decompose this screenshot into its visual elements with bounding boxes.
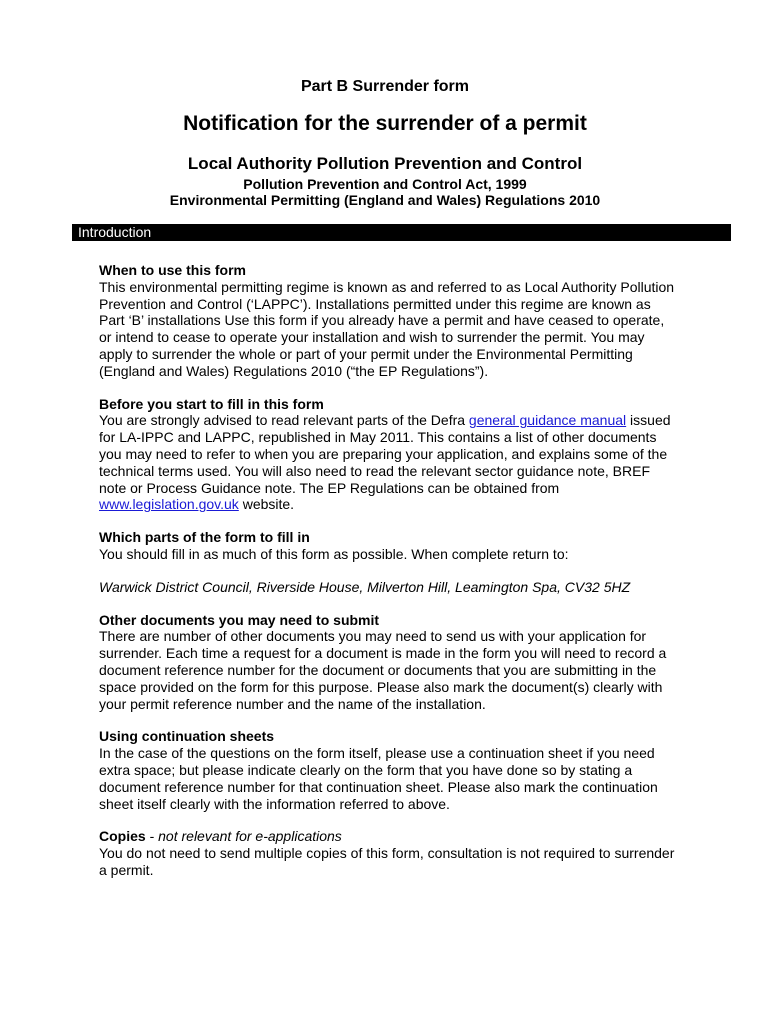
section-heading: Copies <box>99 828 146 845</box>
section-bar-introduction: Introduction <box>72 224 731 241</box>
copies-note: not relevant for e-applications <box>158 828 342 845</box>
section-body: This environmental permitting regime is known as and referred to as Local Authority Pollution Prevention and Control (‘LAPPC’). Installations permitted under this regime are known as Part ‘B’ installations Use this form if you already have a permit and have ceased to operate, or intend to cease to operate your installation and wish to surrender the permit. You may apply to surrender the whole or part of your permit under the Environmental Permitting (England and Wales) Regulations 2010 (“the EP Regulations”). <box>99 278 675 379</box>
legislation-website-link[interactable]: www.legislation.gov.uk <box>99 496 239 513</box>
regulations-heading: Environmental Permitting (England and Wales) Regulations 2010 <box>169 192 601 208</box>
page-title: Notification for the surrender of a permit <box>183 112 587 135</box>
body-text: issued for LA-IPPC and LAPPC, republished in May 2011. This contains a list of other documents you may need to refer to when you are preparing your application, and explains some of the technical terms used. You will also need to read the relevant sector guidance note, BREF note or Process Guidance note. The EP Regulations can be obtained from <box>99 412 671 496</box>
section-other-documents <box>99 612 679 713</box>
section-copies <box>99 828 679 878</box>
form-part-label: Part B Surrender form <box>300 78 470 95</box>
authority-heading: Local Authority Pollution Prevention and Control <box>187 154 583 173</box>
general-guidance-manual-link[interactable]: general guidance manual <box>468 412 627 429</box>
section-heading: Which parts of the form to fill in <box>99 529 310 546</box>
section-body: You do not need to send multiple copies of this form, consultation is not required to surrender a permit. <box>99 845 675 878</box>
heading-separator: - <box>145 828 159 845</box>
section-heading-row <box>99 828 679 845</box>
body-text: You are strongly advised to read relevant parts of the Defra <box>99 412 469 429</box>
section-before-you-start <box>99 396 679 514</box>
section-continuation-sheets <box>99 728 679 812</box>
section-body <box>99 412 679 513</box>
section-heading: Before you start to fill in this form <box>99 395 324 412</box>
return-address: Warwick District Council, Riverside House, Milverton Hill, Leamington Spa, CV32 5HZ <box>99 578 631 595</box>
section-when-to-use <box>99 262 679 380</box>
section-heading: Using continuation sheets <box>99 728 275 745</box>
section-heading: When to use this form <box>99 262 246 278</box>
body-text: website. <box>238 496 295 513</box>
section-which-parts <box>99 529 679 595</box>
introduction-content <box>99 262 679 895</box>
section-body: There are number of other documents you may need to send us with your application for surrender. Each time a request for a document is made in the form you will need to record a document reference number for the document or documents that you are submitting in the space provided on the form for this purpose. Please also mark the document(s) clearly with your permit reference number and the name of the installation. <box>99 628 667 712</box>
section-body: You should fill in as much of this form as possible. When complete return to: <box>99 545 569 562</box>
act-heading: Pollution Prevention and Control Act, 1999 <box>243 176 527 192</box>
section-body: In the case of the questions on the form itself, please use a continuation sheet if you need extra space; but please indicate clearly on the form that you have done so by stating a document reference number for that continuation sheet. Please also mark the continuation sheet itself clearly with the information referred to above. <box>99 745 658 812</box>
section-heading: Other documents you may need to submit <box>99 611 380 628</box>
